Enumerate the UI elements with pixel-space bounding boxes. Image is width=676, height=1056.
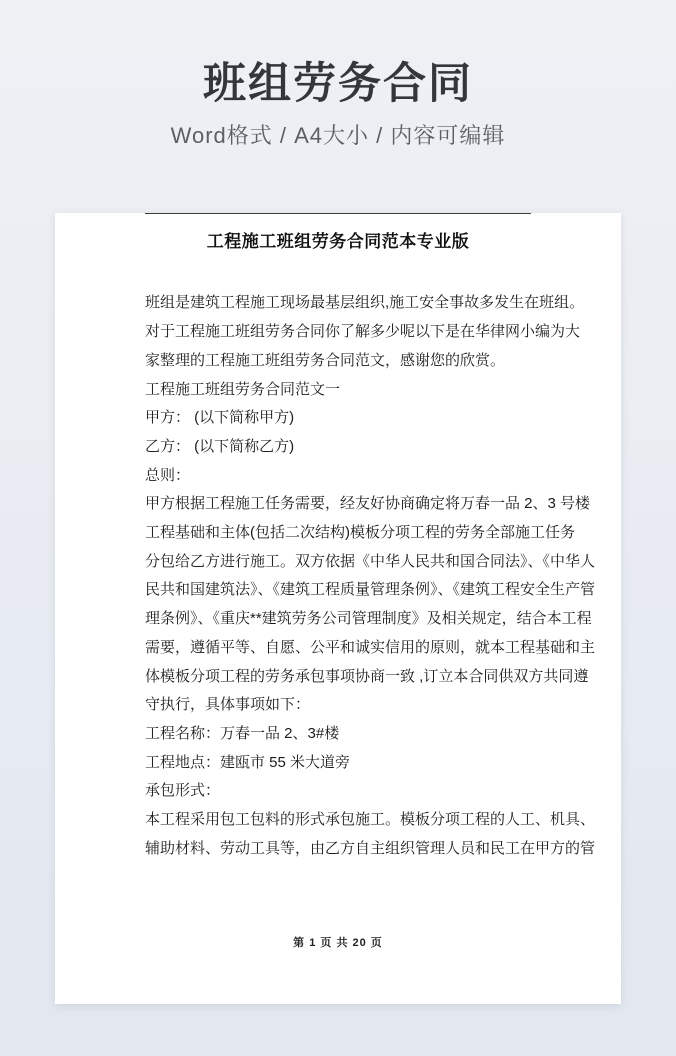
text-line: 需要，遵循平等、自愿、公平和诚实信用的原则，就本工程基础和主 bbox=[145, 638, 596, 656]
text-line: 总则： bbox=[145, 466, 191, 484]
text-line: 工程施工班组劳务合同范文一 bbox=[145, 380, 341, 398]
text-line: 本工程采用包工包料的形式承包施工。模板分项工程的人工、机具、 bbox=[145, 811, 596, 829]
text-line: 工程名称：万春一品 2、3#楼 bbox=[145, 724, 340, 742]
header bbox=[0, 0, 676, 150]
document-title: 工程施工班组劳务合同范本专业版 bbox=[206, 232, 470, 252]
text-line: 体模板分项工程的劳务承包事项协商一致 ,订立本合同供双方共同遵 bbox=[145, 667, 589, 685]
document-body bbox=[145, 289, 596, 863]
document-divider bbox=[145, 213, 531, 214]
text-line: 乙方： (以下简称乙方) bbox=[145, 437, 295, 455]
text-line: 辅助材料、劳动工具等，由乙方自主组织管理人员和民工在甲方的管 bbox=[145, 839, 596, 857]
text-line: 甲方根据工程施工任务需要，经友好协商确定将万春一品 2、3 号楼 bbox=[145, 495, 591, 513]
document-content bbox=[55, 213, 621, 863]
text-line: 分包给乙方进行施工。双方依据《中华人民共和国合同法》、《中华人 bbox=[145, 552, 596, 570]
text-line: 班组是建筑工程施工现场最基层组织,施工安全事故多发生在班组。 bbox=[145, 294, 585, 312]
text-line: 守执行，具体事项如下： bbox=[145, 696, 311, 714]
text-line: 家整理的工程施工班组劳务合同范文，感谢您的欣赏。 bbox=[145, 351, 506, 369]
page-title: 班组劳务合同 bbox=[203, 60, 473, 108]
text-line: 工程地点：建瓯市 55 米大道旁 bbox=[145, 753, 351, 771]
document-sheet bbox=[55, 213, 621, 1004]
text-line: 理条例》、《重庆**建筑劳务公司管理制度》及相关规定，结合本工程 bbox=[145, 610, 592, 628]
text-line: 民共和国建筑法》、《建筑工程质量管理条例》、《建筑工程安全生产管 bbox=[145, 581, 596, 599]
page-number-footer: 第 1 页 共 20 页 bbox=[293, 937, 383, 950]
text-line: 承包形式： bbox=[145, 782, 221, 800]
text-line: 工程基础和主体(包括二次结构)模板分项工程的劳务全部施工任务 bbox=[145, 524, 575, 542]
text-line: 对于工程施工班组劳务合同你了解多少呢以下是在华律网小编为大 bbox=[145, 323, 581, 341]
text-line: 甲方： (以下简称甲方) bbox=[145, 409, 295, 427]
page-subtitle: Word格式 / A4大小 / 内容可编辑 bbox=[170, 123, 506, 149]
